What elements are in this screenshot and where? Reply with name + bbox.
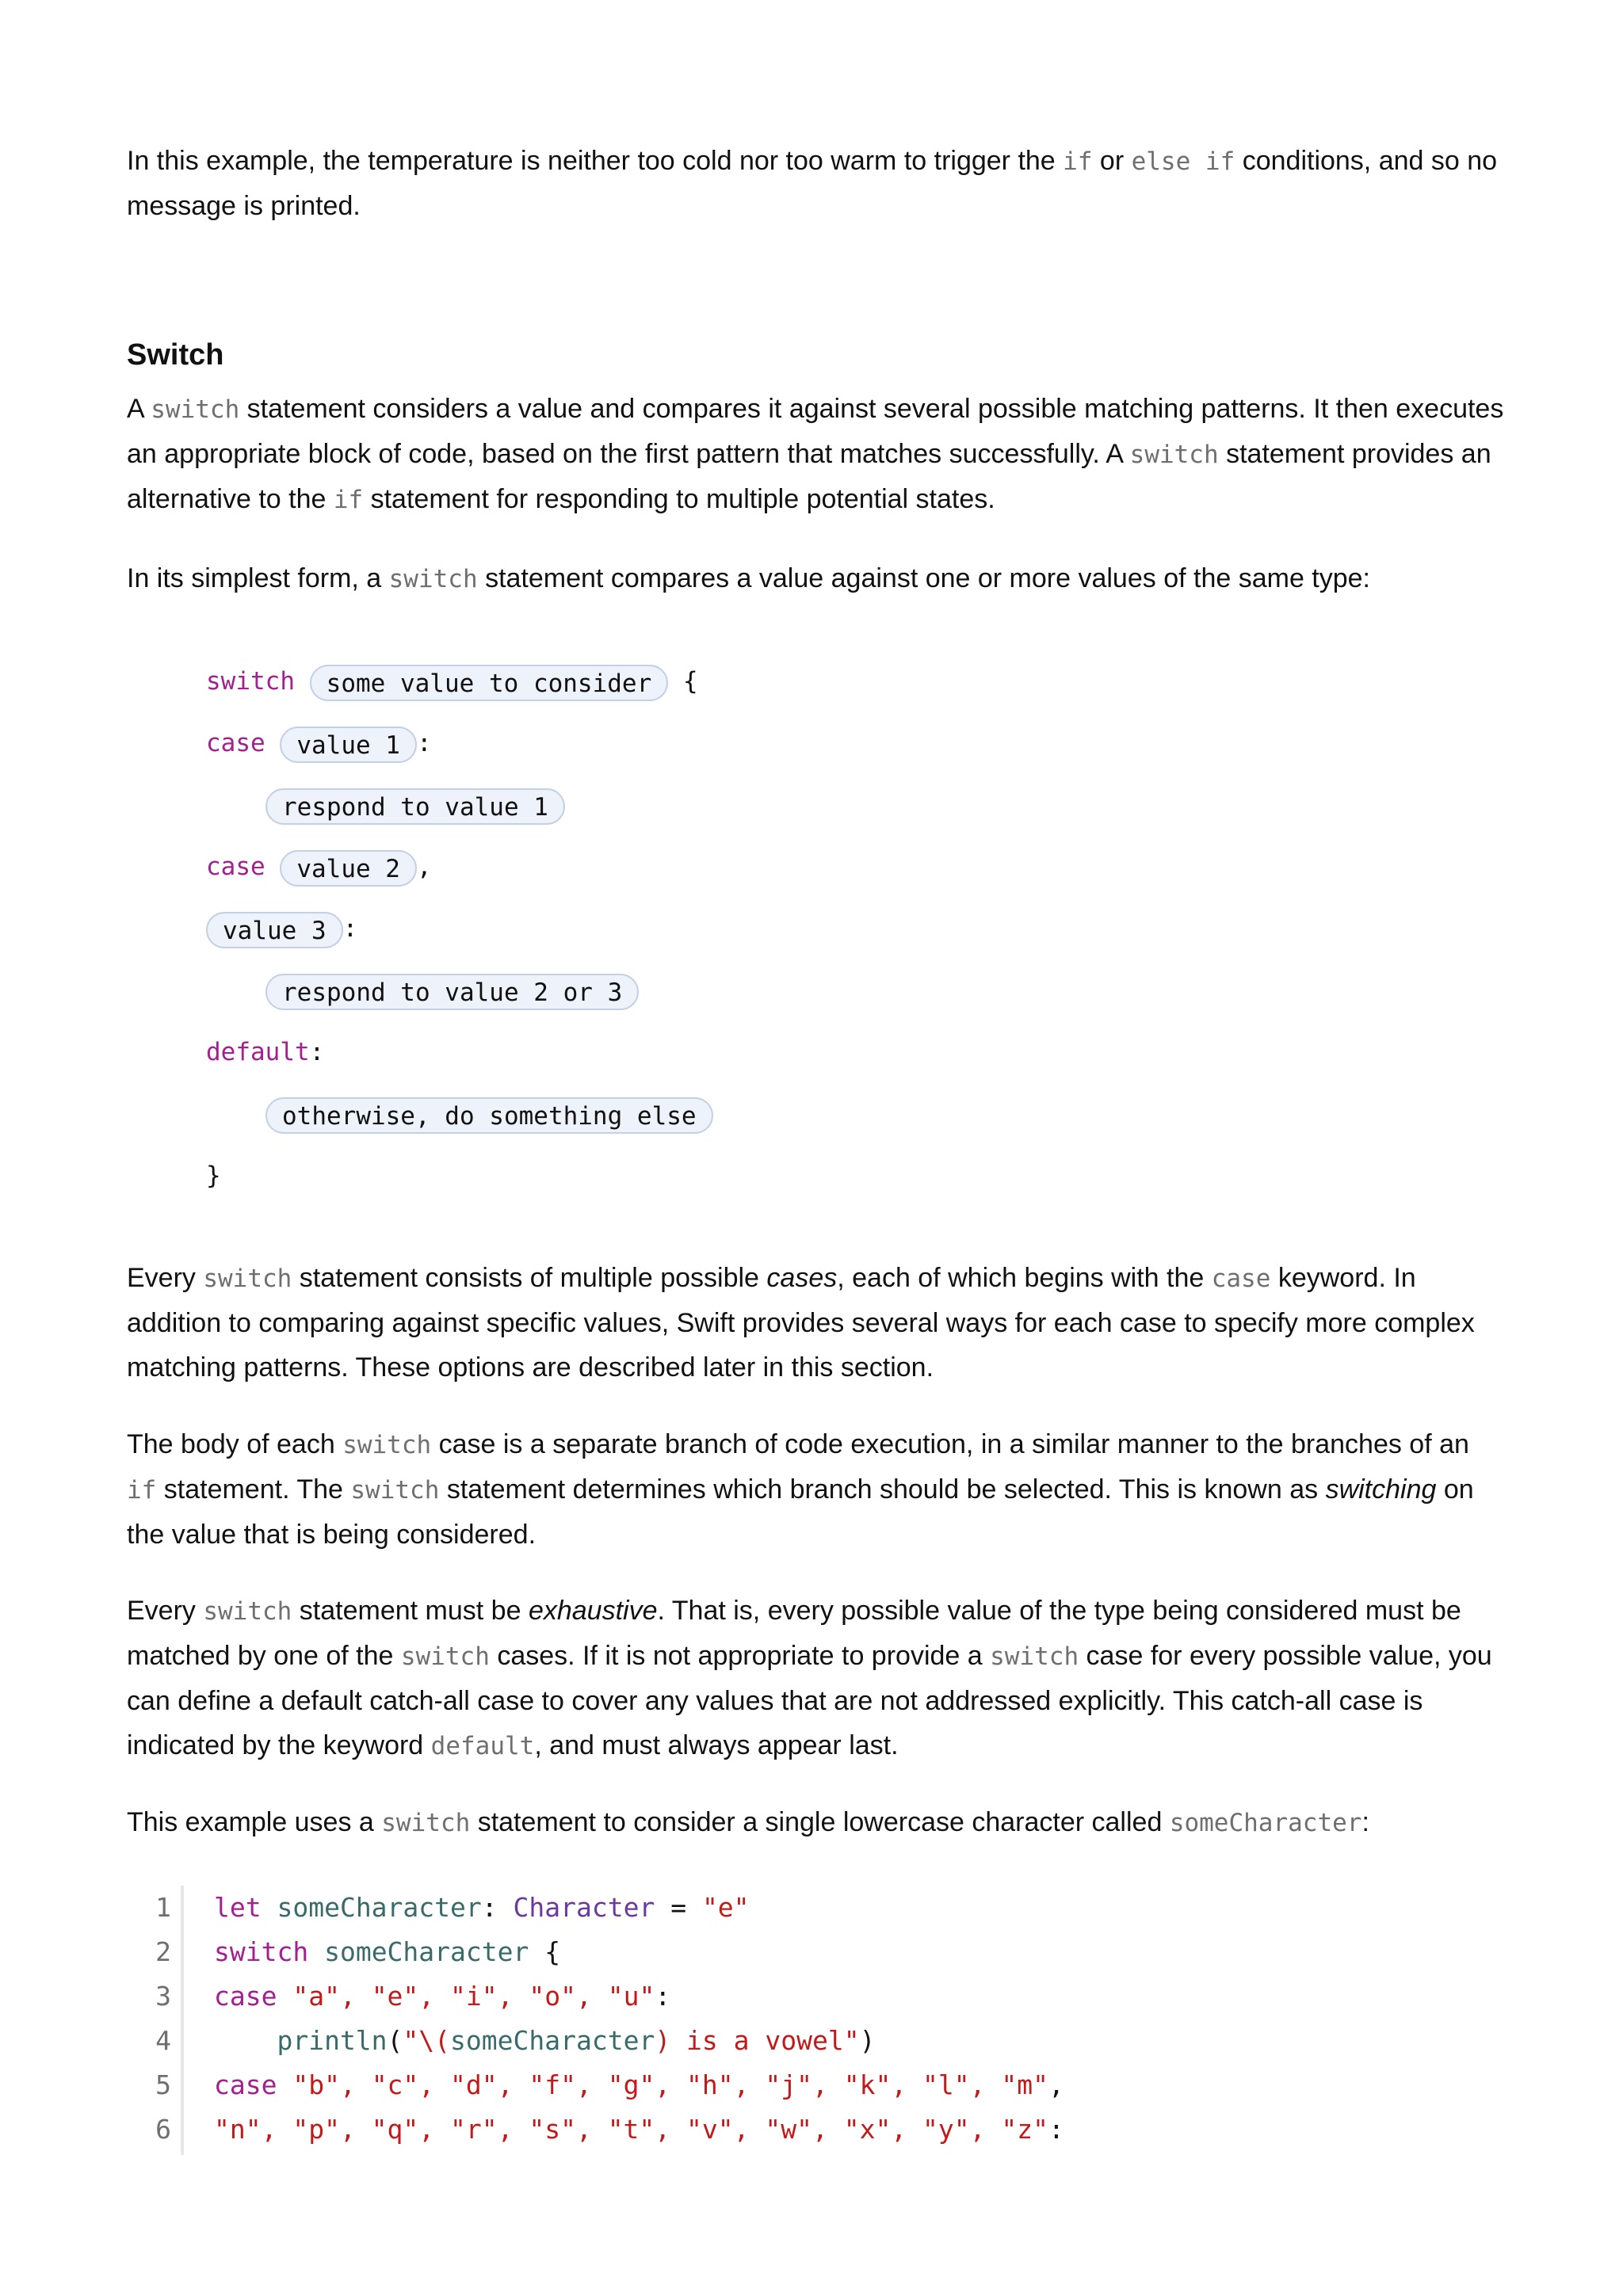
diagram-line-respond1 — [265, 784, 565, 826]
text: keyword. In addition to comparing against specific values, Swift provides several ways for each case to specify more complex matching patterns. These options are described later in this section. — [127, 1263, 1475, 1383]
diagram-line-close — [206, 1154, 221, 1197]
diagram-line-case1 — [206, 722, 432, 765]
code-keyword: case — [214, 2069, 277, 2100]
paragraph-exhaustive — [127, 1589, 1506, 1768]
inline-code: else if — [1131, 147, 1235, 176]
code-line — [127, 1886, 750, 1930]
text: statement considers a value and compares it against several possible matching patterns. It then executes an appropriate block of code, based on the first pattern that matches successfully. A — [127, 394, 1504, 469]
placeholder-pill: respond to value 2 or 3 — [265, 974, 639, 1010]
text: In this example, the temperature is neither too cold nor too warm to trigger the — [127, 146, 1064, 176]
inline-code: switch — [151, 395, 240, 424]
inline-code: switch — [990, 1642, 1079, 1671]
code-line — [127, 2063, 1064, 2107]
punctuation: : — [309, 1038, 325, 1066]
code-string: ) is a vowel" — [655, 2025, 860, 2056]
code-identifier: someCharacter — [308, 1936, 529, 1967]
code-type: Character — [513, 1892, 655, 1923]
code-punctuation: : — [655, 1981, 671, 2012]
text: or — [1092, 146, 1132, 176]
code-identifier: someCharacter — [261, 1892, 482, 1923]
diagram-line-switch — [206, 660, 698, 703]
inline-code: switch — [1129, 441, 1219, 469]
code-punctuation: { — [529, 1936, 561, 1967]
placeholder-pill: otherwise, do something else — [265, 1097, 713, 1134]
diagram-line-otherwise — [265, 1093, 713, 1135]
keyword: default — [206, 1038, 310, 1066]
code-line — [127, 2019, 876, 2063]
inline-code: someCharacter — [1169, 1809, 1362, 1837]
line-number: 4 — [155, 2025, 171, 2056]
text: case for every possible value, you can define a default catch-all case to cover any values that are not addressed explicitly. This catch-all case is indicated by the keyword — [127, 1641, 1492, 1760]
text: , each of which begins with the — [837, 1263, 1212, 1293]
punctuation: } — [206, 1161, 221, 1190]
punctuation: : — [342, 914, 358, 943]
emphasis: exhaustive — [528, 1596, 658, 1626]
text: A — [127, 394, 151, 424]
placeholder-pill: value 2 — [280, 850, 417, 887]
diagram-line-respond23 — [265, 969, 639, 1012]
punctuation: { — [682, 667, 698, 696]
text: statement for responding to multiple potential states. — [363, 484, 995, 514]
paragraph-cases — [127, 1256, 1506, 1390]
diagram-line-value3 — [206, 907, 357, 950]
text: statement to consider a single lowercase character called — [470, 1807, 1170, 1837]
code-string: "n", "p", "q", "r", "s", "t", "v", "w", "x", "y", "z" — [214, 2114, 1048, 2145]
text: In its simplest form, a — [127, 563, 389, 593]
code-keyword: switch — [214, 1936, 309, 1967]
line-number: 6 — [155, 2114, 171, 2145]
text: statement. The — [156, 1474, 351, 1505]
inline-code: switch — [342, 1431, 432, 1459]
keyword: case — [206, 852, 265, 881]
line-number: 2 — [155, 1936, 171, 1967]
inline-code: switch — [388, 565, 478, 593]
text: statement provides an alternative to the — [127, 439, 1491, 514]
diagram-line-case2 — [206, 845, 432, 888]
code-string: "e" — [701, 1892, 750, 1923]
paragraph-simplest-form — [127, 556, 1506, 601]
text: statement consists of multiple possible — [292, 1263, 767, 1293]
code-punctuation: ( — [387, 2025, 403, 2056]
gutter-divider — [181, 1886, 184, 2155]
section-title: Switch — [127, 338, 224, 372]
line-number: 1 — [155, 1892, 171, 1923]
code-function: println — [214, 2025, 388, 2056]
inline-code: if — [1063, 147, 1093, 176]
placeholder-pill: respond to value 1 — [265, 788, 565, 825]
text: statement must be — [292, 1596, 529, 1626]
paragraph-branches — [127, 1422, 1506, 1557]
diagram-line-default — [206, 1031, 324, 1074]
keyword: switch — [206, 667, 295, 696]
code-identifier: someCharacter — [450, 2025, 655, 2056]
placeholder-pill: value 1 — [280, 727, 417, 763]
text: Every — [127, 1263, 204, 1293]
code-string: "\( — [403, 2025, 451, 2056]
code-listing — [127, 1886, 1506, 2155]
inline-code: if — [127, 1476, 157, 1505]
text: cases. If it is not appropriate to provide a — [489, 1641, 991, 1671]
code-line — [127, 1974, 671, 2019]
text: Every — [127, 1596, 204, 1626]
inline-code: switch — [203, 1597, 292, 1626]
line-number: 5 — [155, 2069, 171, 2100]
code-punctuation: : — [481, 1892, 514, 1923]
inline-code: switch — [381, 1809, 471, 1837]
code-keyword: case — [214, 1981, 277, 2012]
code-punctuation: ) — [859, 2025, 876, 2056]
line-number: 3 — [155, 1981, 171, 2012]
inline-code: switch — [203, 1264, 292, 1293]
text: . That is, every possible value of the type being considered must be matched by one of the — [127, 1596, 1461, 1671]
text: conditions, and so no message is printed. — [127, 146, 1498, 221]
code-keyword: let — [214, 1892, 262, 1923]
text: statement determines which branch should be selected. This is known as — [439, 1474, 1326, 1505]
placeholder-pill: value 3 — [206, 912, 343, 948]
inline-code: default — [430, 1732, 535, 1760]
emphasis: switching — [1325, 1474, 1437, 1505]
intro-paragraph — [127, 139, 1506, 228]
code-punctuation: : — [1048, 2114, 1064, 2145]
code-punctuation: = — [655, 1892, 702, 1923]
placeholder-pill: some value to consider — [310, 665, 669, 701]
paragraph-switch-intro — [127, 387, 1506, 522]
punctuation: : — [416, 729, 432, 757]
punctuation: , — [416, 852, 432, 881]
code-string: "b", "c", "d", "f", "g", "h", "j", "k", "l", "m" — [277, 2069, 1049, 2100]
text: , and must always appear last. — [534, 1730, 899, 1760]
code-string: "a", "e", "i", "o", "u" — [277, 1981, 655, 2012]
inline-code: switch — [350, 1476, 440, 1505]
text: case is a separate branch of code execution, in a similar manner to the branches of an — [431, 1429, 1469, 1459]
inline-code: case — [1211, 1264, 1271, 1293]
keyword: case — [206, 729, 265, 757]
text: on the value that is being considered. — [127, 1474, 1474, 1550]
inline-code: switch — [400, 1642, 490, 1671]
text: statement compares a value against one or more values of the same type: — [477, 563, 1371, 593]
paragraph-example-intro — [127, 1800, 1506, 1845]
code-line — [127, 2107, 1064, 2152]
emphasis: cases — [766, 1263, 838, 1293]
code-punctuation: , — [1048, 2069, 1064, 2100]
inline-code: if — [333, 486, 364, 514]
text: This example uses a — [127, 1807, 382, 1837]
text: : — [1361, 1807, 1369, 1837]
text: The body of each — [127, 1429, 343, 1459]
code-line — [127, 1930, 561, 1974]
